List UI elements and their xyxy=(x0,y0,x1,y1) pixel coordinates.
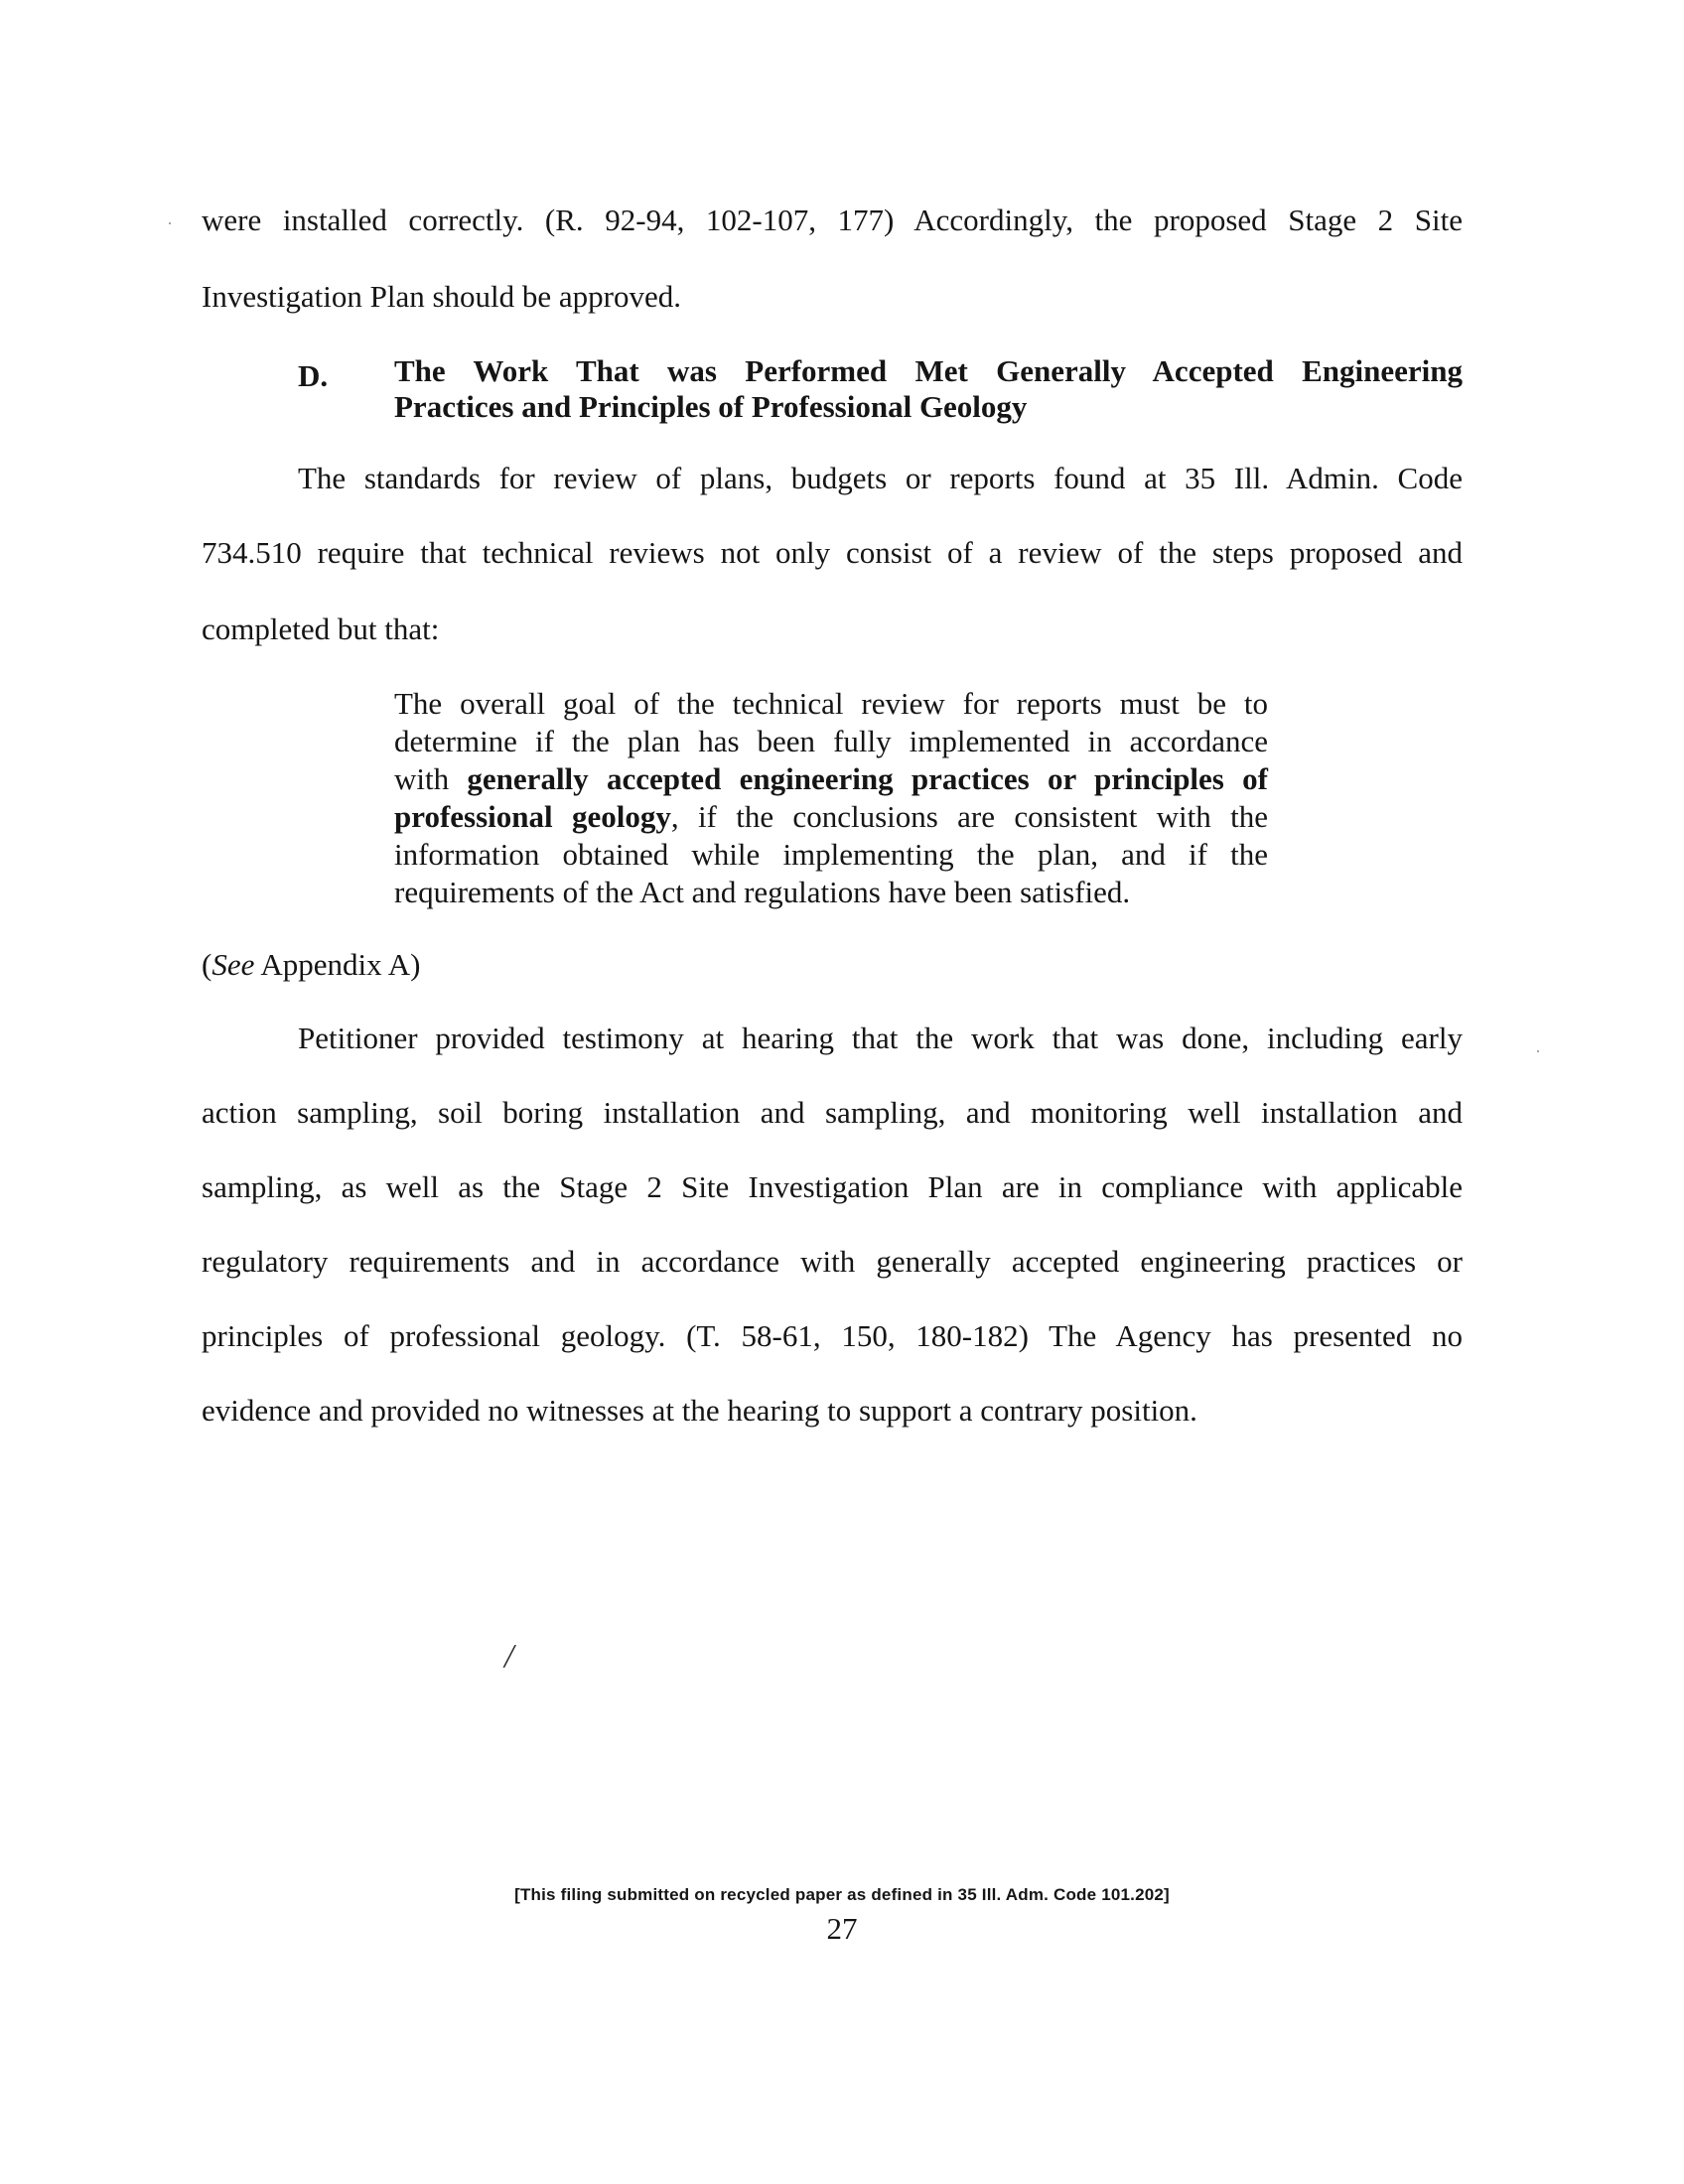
carryover-line-1: were installed correctly. (R. 92-94, 102-107, 177) Accordingly, the proposed Stage 2 Site xyxy=(202,203,1463,237)
paragraph-1-line-1: The standards for review of plans, budgets or reports found at 35 Ill. Admin. Code xyxy=(298,461,1463,495)
paragraph-2-line-2: action sampling, soil boring installation and sampling, and monitoring well installation and xyxy=(202,1095,1463,1130)
quote-emphasis-2: professional geology xyxy=(394,799,671,834)
quote-line-4-suffix: , if the conclusions are consistent with the xyxy=(670,799,1268,834)
section-label: D. xyxy=(298,358,329,393)
quote-emphasis-1: generally accepted engineering practices or principles of xyxy=(467,761,1268,796)
recycled-paper-note: [This filing submitted on recycled paper as defined in 35 Ill. Adm. Code 101.202] xyxy=(514,1885,1170,1904)
scan-speck xyxy=(1537,1050,1539,1052)
citation-open-paren: ( xyxy=(202,947,212,982)
page-number: 27 xyxy=(826,1911,858,1946)
carryover-line-2: Investigation Plan should be approved. xyxy=(202,279,681,314)
scan-speck xyxy=(169,222,171,224)
section-title-line-1: The Work That was Performed Met Generally Accepted Engineering xyxy=(394,353,1463,388)
paragraph-2-line-3: sampling, as well as the Stage 2 Site Investigation Plan are in compliance with applicable xyxy=(202,1169,1463,1204)
paragraph-2-line-1: Petitioner provided testimony at hearing that the work that was done, including early xyxy=(298,1021,1463,1055)
paragraph-1-line-3: completed but that: xyxy=(202,612,440,646)
quote-line-6: requirements of the Act and regulations have been satisfied. xyxy=(394,875,1131,909)
stray-pen-mark: / xyxy=(504,1638,514,1675)
quote-line-3-prefix: with xyxy=(394,761,468,796)
paragraph-2-line-6: evidence and provided no witnesses at the hearing to support a contrary position. xyxy=(202,1393,1197,1428)
quote-line-1: The overall goal of the technical review for reports must be to xyxy=(394,686,1268,721)
quote-line-2: determine if the plan has been fully implemented in accordance xyxy=(394,724,1268,758)
appendix-citation xyxy=(202,947,1463,983)
quote-line-5: information obtained while implementing the plan, and if the xyxy=(394,837,1268,872)
paragraph-1-line-2: 734.510 require that technical reviews not only consist of a review of the steps proposed and xyxy=(202,535,1463,570)
quote-line-3 xyxy=(394,760,1268,798)
paragraph-2-line-5: principles of professional geology. (T. 58-61, 150, 180-182) The Agency has presented no xyxy=(202,1318,1463,1353)
section-title-line-2: Practices and Principles of Professional Geology xyxy=(394,389,1028,424)
citation-text: Appendix A) xyxy=(254,947,421,982)
citation-signal: See xyxy=(211,947,255,982)
paragraph-2-line-4: regulatory requirements and in accordance with generally accepted engineering practices or xyxy=(202,1244,1463,1279)
quote-line-4 xyxy=(394,798,1268,836)
